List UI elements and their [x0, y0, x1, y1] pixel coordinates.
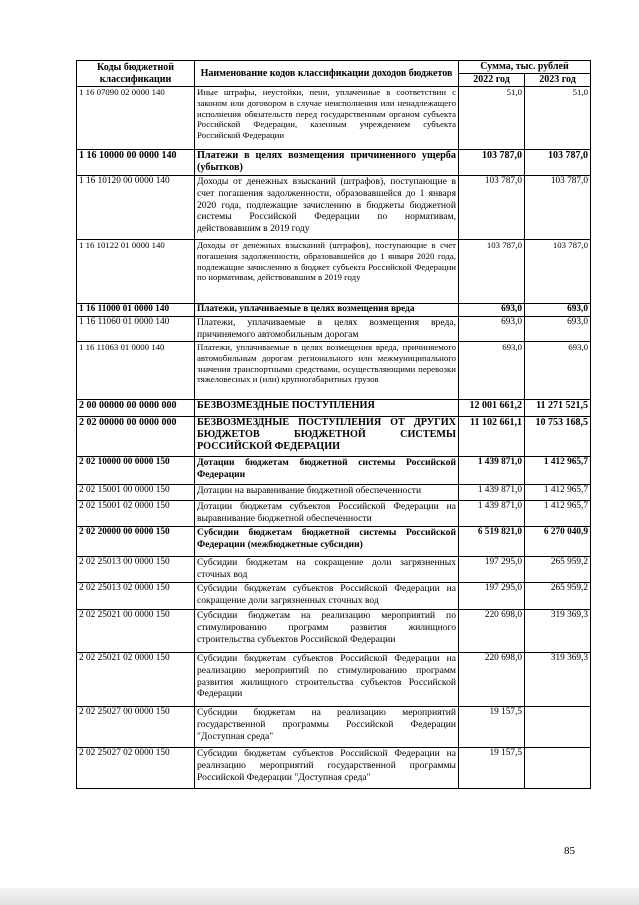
row-value-2023: 51,0: [525, 87, 591, 150]
row-value-2022: 6 519 821,0: [459, 527, 525, 557]
row-value-2022: 197 295,0: [459, 557, 525, 583]
row-name: Платежи, уплачиваемые в целях возмещения вреда: [195, 304, 459, 317]
row-value-2023: 103 787,0: [525, 176, 591, 240]
row-code: 2 02 25021 02 0000 150: [77, 653, 195, 707]
row-name: Субсидии бюджетам на реализацию мероприятий государственной программы Российской Федерации "Доступная среда": [195, 707, 459, 748]
row-value-2023: 693,0: [525, 304, 591, 317]
row-value-2022: 103 787,0: [459, 240, 525, 304]
row-value-2023: 265 959,2: [525, 583, 591, 610]
row-name: Субсидии бюджетам на сокращение доли загрязненных сточных вод: [195, 557, 459, 583]
row-value-2022: 197 295,0: [459, 583, 525, 610]
row-name: Платежи, уплачиваемые в целях возмещения вреда, причиняемого автомобильным дорогам регионального или межмуниципального значения транспортными средствами, осуществляющими перевозки тяжеловесных и (или) крупногабаритных грузов: [195, 342, 459, 400]
row-value-2023: 10 753 168,5: [525, 417, 591, 457]
table-row: [77, 583, 591, 610]
row-name: Субсидии бюджетам на реализацию мероприятий по стимулированию программ развития жилищного строительства субъектов Российской Федерации: [195, 610, 459, 653]
row-name: Доходы от денежных взысканий (штрафов), поступающие в счет погашения задолженности, образовавшейся до 1 января 2020 года, подлежащие зачислению в бюджеты бюджетной системы Российской Федерации по нормативам, действовавшим в 2019 году: [195, 176, 459, 240]
row-code: 2 02 25021 00 0000 150: [77, 610, 195, 653]
row-code: 2 02 25013 02 0000 150: [77, 583, 195, 610]
table-row: [77, 150, 591, 176]
row-name: Субсидии бюджетам субъектов Российской Федерации на реализацию мероприятий государственной программы Российской Федерации "Доступная среда": [195, 748, 459, 789]
row-value-2023: 319 369,3: [525, 610, 591, 653]
row-code: 1 16 10120 00 0000 140: [77, 176, 195, 240]
row-code: 1 16 10122 01 0000 140: [77, 240, 195, 304]
row-value-2023: 1 412 965,7: [525, 485, 591, 501]
row-code: 2 02 25013 00 0000 150: [77, 557, 195, 583]
row-value-2023: 693,0: [525, 317, 591, 342]
row-value-2022: 12 001 661,2: [459, 400, 525, 417]
table-row: [77, 87, 591, 150]
row-code: 1 16 11000 01 0000 140: [77, 304, 195, 317]
table-row: [77, 610, 591, 653]
row-value-2022: 51,0: [459, 87, 525, 150]
table-row: [77, 748, 591, 789]
row-value-2022: 693,0: [459, 304, 525, 317]
row-value-2022: 220 698,0: [459, 610, 525, 653]
row-value-2023: 265 959,2: [525, 557, 591, 583]
header-codes: Коды бюджетной классификации: [77, 61, 195, 87]
table-row: [77, 707, 591, 748]
row-value-2022: 1 439 871,0: [459, 501, 525, 527]
row-name: Дотации бюджетам бюджетной системы Российской Федерации: [195, 457, 459, 485]
page-bottom-shadow: [0, 888, 639, 905]
table-row: [77, 501, 591, 527]
table-row: [77, 342, 591, 400]
row-code: 2 02 15001 02 0000 150: [77, 501, 195, 527]
row-value-2023: 319 369,3: [525, 653, 591, 707]
row-value-2022: 19 157,5: [459, 748, 525, 789]
table-row: [77, 417, 591, 457]
row-name: Субсидии бюджетам субъектов Российской Федерации на сокращение доли загрязненных сточных вод: [195, 583, 459, 610]
row-name: Субсидии бюджетам субъектов Российской Федерации на реализацию мероприятий по стимулированию программ развития жилищного строительства субъектов Российской Федерации: [195, 653, 459, 707]
row-value-2022: 1 439 871,0: [459, 457, 525, 485]
row-code: 2 02 20000 00 0000 150: [77, 527, 195, 557]
row-name: Платежи, уплачиваемые в целях возмещения вреда, причиняемого автомобильным дорогам: [195, 317, 459, 342]
row-value-2022: 220 698,0: [459, 653, 525, 707]
table-row: [77, 653, 591, 707]
row-value-2022: 11 102 661,1: [459, 417, 525, 457]
row-code: 2 02 25027 00 0000 150: [77, 707, 195, 748]
row-name: Дотации бюджетам субъектов Российской Федерации на выравнивание бюджетной обеспеченности: [195, 501, 459, 527]
header-sum: Сумма, тыс. рублей: [459, 61, 591, 74]
table-row: [77, 240, 591, 304]
row-value-2023: 1 412 965,7: [525, 457, 591, 485]
row-value-2023: 103 787,0: [525, 240, 591, 304]
row-value-2022: 103 787,0: [459, 176, 525, 240]
row-value-2023: 6 270 040,9: [525, 527, 591, 557]
row-value-2022: 693,0: [459, 317, 525, 342]
row-value-2022: 19 157,5: [459, 707, 525, 748]
row-name: БЕЗВОЗМЕЗДНЫЕ ПОСТУПЛЕНИЯ: [195, 400, 459, 417]
row-value-2023: [525, 748, 591, 789]
row-code: 2 02 00000 00 0000 000: [77, 417, 195, 457]
row-name: Доходы от денежных взысканий (штрафов), поступающие в счет погашения задолженности, образовавшейся до 1 января 2020 года, подлежащие зачислению в бюджет субъекта Российской Федерации по нормативам, действовавшим в 2019 году: [195, 240, 459, 304]
row-code: 1 16 10000 00 0000 140: [77, 150, 195, 176]
budget-revenue-table: [76, 60, 591, 789]
row-name: Иные штрафы, неустойки, пени, уплаченные в соответствии с законом или договором в случае неисполнения или ненадлежащего исполнения обязательств перед государственным органом субъекта Российской Федерации, казенным учреждением субъекта Российской Федерации: [195, 87, 459, 150]
row-name: Дотации на выравнивание бюджетной обеспеченности: [195, 485, 459, 501]
row-code: 1 16 11063 01 0000 140: [77, 342, 195, 400]
row-code: 2 00 00000 00 0000 000: [77, 400, 195, 417]
table-row: [77, 457, 591, 485]
row-code: 1 16 11060 01 0000 140: [77, 317, 195, 342]
row-value-2023: [525, 707, 591, 748]
table-row: [77, 557, 591, 583]
row-name: Платежи в целях возмещения причиненного ущерба (убытков): [195, 150, 459, 176]
row-code: 2 02 10000 00 0000 150: [77, 457, 195, 485]
row-name: Субсидии бюджетам бюджетной системы Российской Федерации (межбюджетные субсидии): [195, 527, 459, 557]
row-value-2022: 1 439 871,0: [459, 485, 525, 501]
row-value-2023: 103 787,0: [525, 150, 591, 176]
table-row: [77, 400, 591, 417]
table-row: [77, 527, 591, 557]
row-value-2023: 11 271 521,5: [525, 400, 591, 417]
row-code: 2 02 25027 02 0000 150: [77, 748, 195, 789]
table-row: [77, 485, 591, 501]
row-value-2022: 103 787,0: [459, 150, 525, 176]
table-row: [77, 176, 591, 240]
row-code: 2 02 15001 00 0000 150: [77, 485, 195, 501]
header-year-2022: 2022 год: [459, 74, 525, 87]
row-code: 1 16 07090 02 0000 140: [77, 87, 195, 150]
header-year-2023: 2023 год: [525, 74, 591, 87]
row-value-2022: 693,0: [459, 342, 525, 400]
header-names: Наименование кодов классификации доходов бюджетов: [195, 61, 459, 87]
row-name: БЕЗВОЗМЕЗДНЫЕ ПОСТУПЛЕНИЯ ОТ ДРУГИХ БЮДЖЕТОВ БЮДЖЕТНОЙ СИСТЕМЫ РОССИЙСКОЙ ФЕДЕРАЦИИ: [195, 417, 459, 457]
table-row: [77, 317, 591, 342]
row-value-2023: 1 412 965,7: [525, 501, 591, 527]
table-row: [77, 304, 591, 317]
row-value-2023: 693,0: [525, 342, 591, 400]
page-number: 85: [564, 845, 575, 857]
